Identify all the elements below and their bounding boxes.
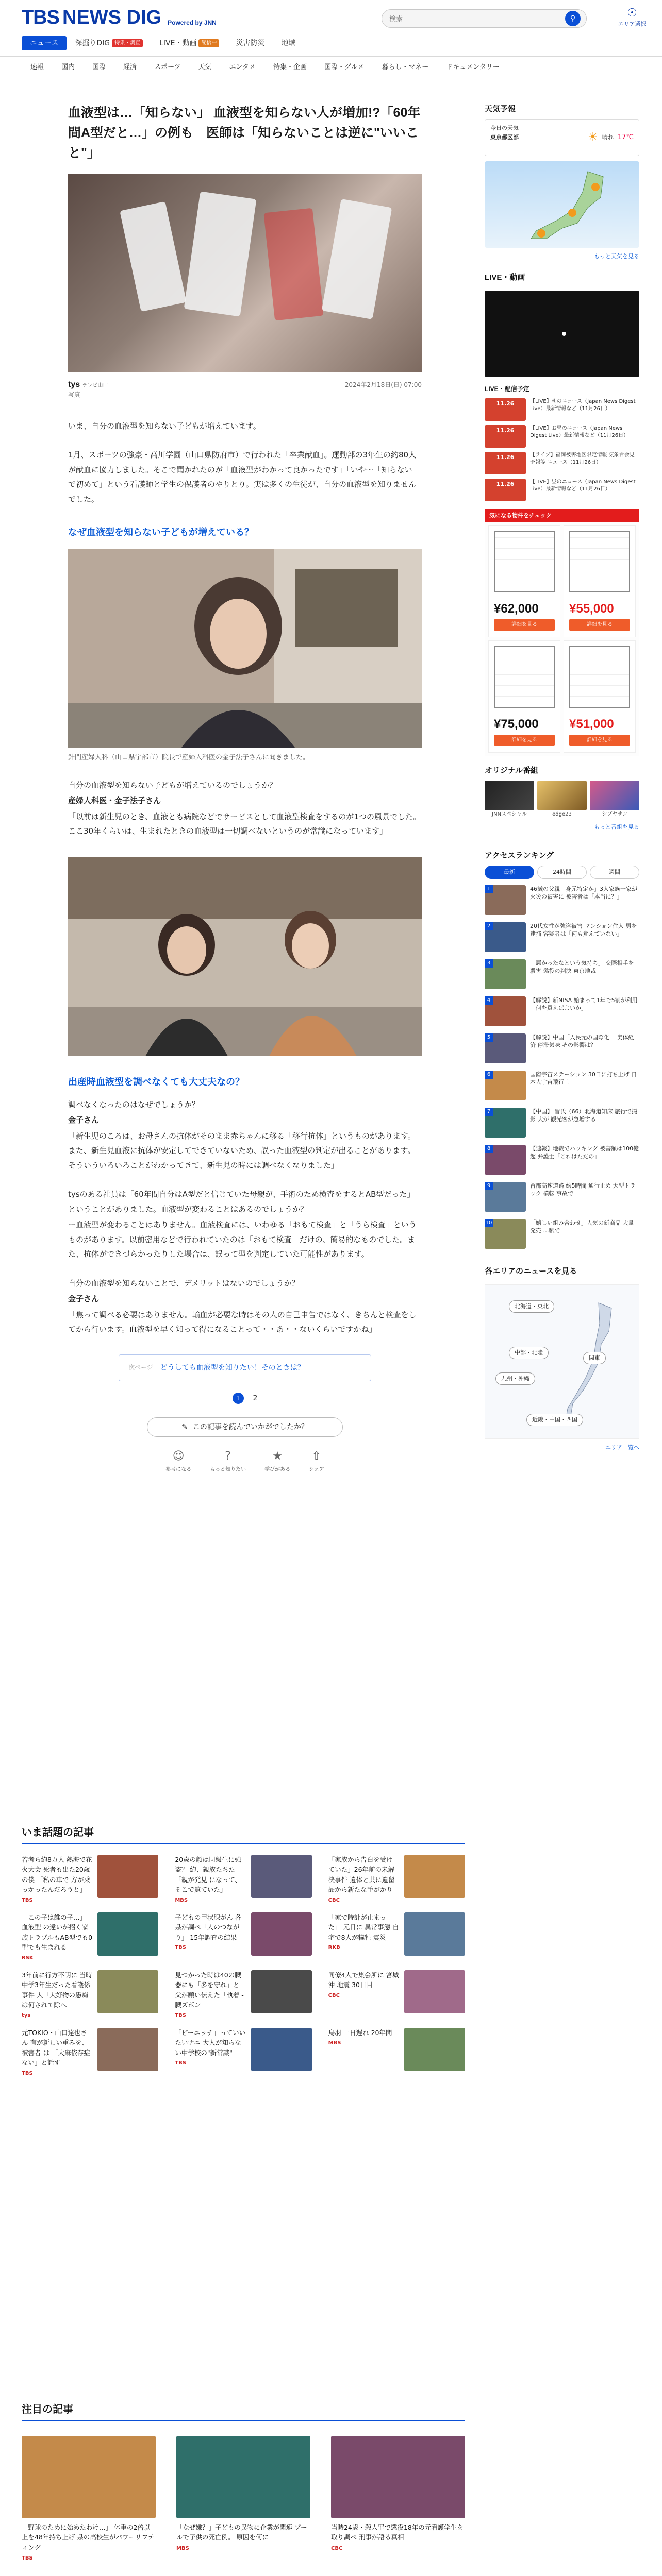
ranking-thumb [485, 1219, 526, 1249]
reaction-share[interactable] [309, 1447, 324, 1473]
popular-thumb [251, 1855, 312, 1898]
popular-thumb [97, 1912, 158, 1956]
rank-number: 7 [485, 1108, 493, 1116]
popular-source: CBC [328, 1897, 340, 1903]
popular-source: TBS [22, 2070, 33, 2076]
ad-cta[interactable]: 詳細を見る [494, 619, 555, 631]
site-logo[interactable] [22, 7, 217, 28]
ranking-title: 20代女性が強盗被害 マンション住人 男を逮捕 容疑者は「何も覚えていない」 [530, 922, 637, 938]
area-button[interactable]: 関東 [583, 1352, 606, 1364]
popular-thumb [251, 2028, 312, 2071]
popular-item[interactable] [175, 1970, 311, 2019]
popular-thumb [404, 1855, 465, 1898]
share-icon: ⇧ [311, 1450, 322, 1463]
featured-source: CBC [331, 2545, 343, 2551]
popular-thumb [404, 2028, 465, 2071]
search-input[interactable] [389, 10, 579, 27]
popular-source: MBS [328, 2040, 341, 2046]
ranking-title: 【解説】中国「人民元の国際化」 実体経済 停滞気味 その影響は？ [530, 1033, 634, 1049]
ranking-list [485, 885, 639, 1250]
rank-number: 5 [485, 1033, 493, 1042]
area-map [485, 1284, 639, 1439]
popular-source: RKB [328, 1945, 340, 1951]
ranking-item[interactable] [485, 922, 639, 953]
ad-price: ¥51,000 [569, 717, 614, 732]
logo-newsdig: NEWS DIG [62, 7, 162, 28]
interview-photo [68, 549, 422, 748]
ranking-item[interactable] [485, 1145, 639, 1176]
nav-entertainment[interactable]: エンタメ [229, 63, 256, 72]
pagination [68, 1393, 422, 1404]
ad-property[interactable] [488, 525, 560, 637]
ranking-thumb [485, 996, 526, 1026]
rank-number: 3 [485, 959, 493, 968]
featured-source: MBS [176, 2545, 189, 2551]
paragraph: ー血液型が変わることはありません。血液検査には、いわゆる「おもて検査」と「うら検査」というものがあります。以前密用などで行われていたのは「おもて検査」だけの、簡易的なものでした。また、抗体ができづらかったりした場合は、誤って型を判定していた可能性があります。 [68, 1220, 417, 1259]
popular-title: 鳥羽 一日遅れ 20年間 [328, 2029, 392, 2037]
next-page-label: 次ページ [128, 1364, 153, 1371]
paragraph: 「新生児のころは、お母さんの抗体がそのまま赤ちゃんに移る「移行抗体」というものがあります。また、新生児血液に抗体が安定してできていないため、誤った血液型の判定が出ることがあります。そういういろいろことがわかってきて、新生児の時には調べなくなりました」 [68, 1131, 416, 1170]
program-label: edge23 [552, 811, 572, 818]
tab-badge: 特集・調査 [112, 39, 143, 47]
featured-item[interactable] [331, 2436, 465, 2563]
thumbs-up-icon: ☺ [172, 1450, 185, 1463]
reaction-label: もっと知りたい [210, 1466, 246, 1472]
live-item[interactable] [485, 425, 639, 448]
featured-heading: 注目の記事 [22, 2401, 465, 2421]
popular-title: 「家族から告白を受けていた」26年前の未解決事件 遺体と共に遺留品から新たな手がかり [328, 1856, 395, 1894]
area-button[interactable]: 近畿・中国・四国 [526, 1414, 583, 1426]
live-item-title: 【LIVE】お昼のニュース（Japan News Digest Live）最新情報など（11月26日） [530, 425, 629, 438]
popular-source: tys [22, 2012, 31, 2019]
paragraph: いま、自分の血液型を知らない子どもが増えています。 [68, 421, 261, 431]
japan-weather-map [485, 161, 639, 248]
article-title: 血液型は…「知らない」 血液型を知らない人が増加!?「60年間A型だと…」の例も 医師は「知らないことは逆に"いいこと"」 [68, 106, 421, 160]
ranking-item[interactable] [485, 1071, 639, 1101]
popular-item[interactable] [328, 1912, 465, 1959]
area-select-button[interactable] [617, 7, 648, 29]
featured-item[interactable] [22, 2436, 156, 2563]
rank-number: 4 [485, 996, 493, 1005]
nav-economy[interactable]: 経済 [123, 63, 137, 72]
speaker-name: 金子さん [68, 1115, 100, 1125]
section-heading: 出産時血液型を調べなくても大丈夫なの？ [68, 1076, 244, 1087]
publish-date: 2024年2月18日(日) 07:00 [344, 381, 422, 389]
source-logo[interactable] [68, 380, 108, 389]
popular-title: 同僚4人で集会所に 宮城沖 地震 30日目 [328, 1971, 399, 1989]
popular-thumb [97, 1970, 158, 2013]
live-list-heading: LIVE・配信予定 [485, 385, 529, 393]
ranking-tab[interactable]: 週間 [590, 866, 639, 879]
popular-heading: いま話題の記事 [22, 1824, 465, 1844]
ranking-title: 46歳の父親「身元特定か」3人家族一家が火災の被害に 被害者は「本当に？」 [530, 885, 637, 901]
tab-label: 地域 [281, 39, 296, 47]
ad-price: ¥75,000 [494, 717, 539, 732]
ad-cta[interactable]: 詳細を見る [494, 735, 555, 746]
featured-section [22, 2401, 465, 2576]
category-nav [0, 57, 662, 79]
program-thumb[interactable] [590, 781, 639, 810]
popular-thumb [251, 1912, 312, 1956]
featured-thumb [176, 2436, 310, 2518]
live-heading: LIVE・動画 [485, 273, 525, 282]
popular-item[interactable] [22, 1855, 158, 1901]
ranking-tab[interactable]: 最新 [485, 866, 534, 879]
nav-life-money[interactable]: 暮らし・マネー [382, 63, 429, 72]
ad-property[interactable] [564, 525, 636, 637]
floorplan [569, 646, 630, 708]
area-button[interactable]: 中部・北陸 [509, 1347, 549, 1359]
live-date: 11.26 [485, 452, 526, 474]
popular-source: TBS [22, 1897, 33, 1903]
ad-cta[interactable]: 詳細を見る [569, 619, 630, 631]
popular-item[interactable] [175, 1912, 311, 1959]
featured-title: 「なぜ嫌？」子どもの異物に企業が関連 プールで子供の死亡例。 原因を何に [176, 2523, 307, 2541]
live-item-title: 【LIVE】昼のニュース（Japan News Digest Live）最新情報など（11月26日） [530, 479, 636, 492]
ad-cta[interactable]: 詳細を見る [569, 735, 630, 746]
rank-number: 10 [485, 1219, 493, 1227]
live-item[interactable] [485, 479, 639, 501]
nav-international[interactable]: 国際 [92, 63, 106, 72]
reaction-label: シェア [309, 1466, 324, 1472]
paragraph: tysのある社員は「60年間自分はA型だと信じていた母親が、手術のため検査をするとAB型だった」ということがありました。血液型が変わることはあるのでしょうか？ [68, 1190, 415, 1214]
site-header [0, 0, 662, 57]
popular-item[interactable] [328, 1970, 465, 2016]
ranking-item[interactable] [485, 885, 639, 916]
popular-section [22, 1824, 465, 2074]
ranking-title: 【解説】新NISA 始まって1年で5割が利用「何を買えばよいか」 [530, 996, 638, 1012]
nav-weather[interactable]: 天気 [198, 63, 212, 72]
ranking-thumb [485, 1145, 526, 1175]
ranking-title: 首都高速道路 約5時間 通行止め 大型トラック 横転 事故で [530, 1182, 636, 1197]
featured-title: 「野球のために始めたわけ…」 体重の2倍以上を48年持ち上げ 県の高校生がパワーリフティング [22, 2523, 155, 2551]
tab-dig[interactable] [67, 36, 151, 50]
live-player[interactable] [485, 291, 639, 377]
area-button[interactable]: 北海道・東北 [509, 1300, 554, 1313]
ranking-title: 【速報】地裁でハッキング 被害額は100億超 弁護士「これはただの」 [530, 1145, 639, 1160]
floorplan [569, 531, 630, 592]
article [68, 103, 422, 1474]
rank-number: 6 [485, 1071, 493, 1079]
weather-state: 晴れ [602, 134, 614, 141]
nav-features[interactable]: 特集・企画 [273, 63, 307, 72]
live-item[interactable] [485, 452, 639, 474]
reaction-learned[interactable] [264, 1447, 290, 1473]
search-icon[interactable]: ⚲ [565, 11, 581, 26]
live-item[interactable] [485, 398, 639, 421]
ranking-item[interactable] [485, 1182, 639, 1213]
ranking-item[interactable] [485, 1219, 639, 1250]
weather-box[interactable] [485, 119, 639, 156]
live-date: 11.26 [485, 479, 526, 501]
paragraph: 1月、スポーツの強豪・高川学園（山口県防府市）で行われた「卒業献血」。運動部の3年生の約80人が献血に協力しました。そこで聞かれたのが「血液型がわかって良かったです」「いや〜「知らない」で初めて」という看護師と学生の保護者のやりとり。実は多くの生徒が、自分の血液型を知りませんでした。 [68, 450, 420, 504]
rank-number: 1 [485, 885, 493, 893]
popular-item[interactable] [328, 1855, 465, 1901]
popular-thumb [404, 1912, 465, 1956]
popular-source: TBS [175, 1945, 186, 1951]
section-heading: なぜ血液型を知らない子どもが増えている？ [68, 527, 254, 538]
popular-source: RSK [22, 1955, 34, 1961]
popular-thumb [97, 1855, 158, 1898]
featured-thumb [22, 2436, 156, 2518]
ranking-heading: アクセスランキング [485, 851, 554, 860]
popular-thumb [251, 1970, 312, 2013]
page-link[interactable]: 2 [253, 1394, 258, 1402]
interview-photo-2 [68, 857, 422, 1056]
live-item-title: 【ライブ】福岡被害地区限定情報 気象台会見 予報等 ニュース（11月26日） [530, 452, 635, 465]
source-name: tys [68, 380, 80, 389]
ranking-item[interactable] [485, 1108, 639, 1139]
featured-title: 当時24歳・殺人罪で懲役18年の元看護学生を 取り調べ 刑事が語る真相 [331, 2523, 464, 2541]
japan-map [562, 1300, 619, 1429]
paragraph: 「以前は新生児のとき、血液とも病院などでサービスとして血液型検査をするのが1つの風景でした。ここ30年くらいは、生まれたときの血液型は一切調べないというのが常識になっています」 [68, 811, 421, 836]
area-select-label: エリア選択 [618, 21, 647, 27]
popular-title: 「ビーエッチ」っていいたいナニ 大人が知らない中学校の"新常識" [175, 2029, 246, 2057]
next-page-button[interactable] [119, 1354, 371, 1381]
ranking-item[interactable] [485, 959, 639, 990]
interview-image-2 [68, 857, 422, 1056]
property-ad[interactable] [485, 509, 639, 757]
popular-source: TBS [175, 2060, 186, 2066]
popular-title: 元TOKIO・山口達也さん 有が新しい重みを、被害者 は 「大麻依存症ない」と話す [22, 2029, 90, 2067]
tab-news[interactable] [22, 36, 67, 50]
popular-title: 「家で時計が止まった」 元日に 異常事態 自宅で8人が犠牲 震災 [328, 1913, 399, 1941]
program-label: シブヤサン [602, 811, 627, 818]
ranking-item[interactable] [485, 996, 639, 1027]
ranking-item[interactable] [485, 1033, 639, 1064]
ranking-thumb [485, 1108, 526, 1138]
popular-item[interactable] [22, 1912, 158, 1959]
logo-powered: Powered by JNN [168, 19, 217, 26]
popular-title: 子どもの甲状腺がん 各県が調べ「人のつながり」 15年調査の結果 [175, 1913, 242, 1941]
weather-area: 今日の天気 [490, 125, 519, 131]
floorplan [494, 531, 555, 592]
nav-breaking[interactable]: 速報 [30, 63, 44, 72]
weather-heading: 天気予報 [485, 105, 516, 113]
live-date: 11.26 [485, 398, 526, 421]
popular-item[interactable] [22, 2028, 158, 2074]
ad-grid [485, 522, 639, 756]
tab-label: LIVE・動画 [159, 39, 197, 47]
popular-item[interactable] [22, 1970, 158, 2019]
program-thumb[interactable] [537, 781, 587, 810]
program-label: JNNスペシャル [492, 811, 527, 818]
live-item-title: 【LIVE】朝のニュース（Japan News Digest Live）最新情報など（11月26日） [530, 398, 636, 412]
ranking-thumb [485, 959, 526, 989]
ad-price: ¥62,000 [494, 602, 539, 616]
nav-documentary[interactable]: ドキュメンタリー [446, 63, 500, 72]
primary-tabs [22, 35, 304, 52]
more-programs-link[interactable]: もっと番組を見る [594, 824, 639, 831]
ad-property[interactable] [488, 640, 560, 753]
ranking-thumb [485, 922, 526, 952]
speaker-name: 産婦人科医・金子法子さん [68, 796, 161, 806]
tab-label: 災害防災 [236, 39, 265, 47]
ad-price: ¥55,000 [569, 602, 614, 616]
feedback-text: この記事を読んでいかがでしたか？ [192, 1423, 308, 1432]
popular-grid [22, 1855, 465, 2074]
popular-thumb [404, 1970, 465, 2013]
ranking-thumb [485, 885, 526, 915]
rank-number: 2 [485, 922, 493, 930]
popular-title: 「この子は誰の子…」血液型 の違いが招く家族トラブルもAB型でも0型でも生まれる [22, 1913, 93, 1952]
reaction-useful[interactable] [166, 1447, 191, 1473]
paragraph: 調べなくなったのはなぜでしょうか？ [68, 1099, 200, 1109]
paragraph: 自分の血液型を知らない子どもが増えているのでしょうか？ [68, 780, 277, 790]
search-box [382, 9, 587, 28]
program-thumb[interactable] [485, 781, 534, 810]
next-page-title: どうしても血液型を知りたい！そのときは？ [160, 1363, 305, 1372]
floorplan [494, 646, 555, 708]
popular-thumb [97, 2028, 158, 2071]
paragraph: 「焦って調べる必要はありません。輸血が必要な時はその人の自己申告ではなく、きちんと検査をしてから行います。血液型を早く知って得になることって・・あ・・ないくらいですかね」 [68, 1310, 417, 1334]
ad-property[interactable] [564, 640, 636, 753]
access-ranking [485, 850, 639, 1250]
nav-gourmet[interactable]: 国際・グルメ [324, 63, 365, 72]
nav-domestic[interactable]: 国内 [61, 63, 75, 72]
question-icon: ? [225, 1450, 231, 1463]
ranking-thumb [485, 1071, 526, 1100]
tab-live[interactable] [151, 36, 227, 50]
sidebar [485, 103, 639, 1452]
weather-map[interactable] [485, 161, 639, 248]
popular-item[interactable] [328, 2028, 465, 2074]
sunny-icon: ☀ [588, 131, 598, 144]
featured-item[interactable] [176, 2436, 310, 2563]
reaction-want-more[interactable] [210, 1447, 246, 1473]
ranking-thumb [485, 1182, 526, 1212]
article-meta [68, 380, 422, 400]
popular-title: 3年前に行方不明に 当時中学3年生だった看護係事件 人「大好物の愚痴は何されて除へ」 [22, 1971, 92, 2009]
lightbulb-icon: ★ [272, 1450, 283, 1463]
weather-location: 東京都区部 [490, 133, 519, 141]
popular-item[interactable] [175, 2028, 311, 2074]
area-button[interactable]: 九州・沖縄 [495, 1372, 535, 1385]
more-weather-link[interactable]: もっと天気を見る [594, 253, 639, 260]
ranking-title: 国際宇宙ステーション 30日に打ち上げ 日本人宇宙飛行士 [530, 1071, 637, 1086]
tab-badge: 配信中 [198, 39, 219, 47]
rank-number: 9 [485, 1182, 493, 1190]
popular-source: CBC [328, 1992, 340, 1998]
play-indicator-icon [562, 332, 566, 336]
ranking-title: 【中国】 習氏（66）北海道知床 旅行で撮影 大が 観光客が急増する [530, 1108, 637, 1123]
popular-title: 見つかった時は40の臓器にも「多を守れ」と父が願い伝えた「執着 - 臓ズボン」 [175, 1971, 244, 2009]
logo-tbs: TBS [22, 7, 59, 28]
tab-disaster[interactable] [227, 36, 273, 50]
featured-grid [22, 2436, 465, 2576]
popular-title: 若者ら約8万人 熱海で花火大会 死者も出た20歳の僕 「私の車で 方が乗っかったんだろうと」 [22, 1856, 92, 1894]
original-programs [485, 765, 639, 832]
article-hero-image [68, 174, 422, 372]
ad-header: 気になる物件をチェック [485, 509, 639, 522]
nav-sports[interactable]: スポーツ [154, 63, 181, 72]
feedback-icon: ✎ [181, 1423, 188, 1432]
weather-temp: 17℃ [617, 133, 634, 141]
rank-number: 8 [485, 1145, 493, 1153]
feedback-question [147, 1417, 343, 1437]
popular-source: TBS [175, 2012, 186, 2019]
ranking-tab[interactable]: 24時間 [537, 866, 587, 879]
reaction-label: 参考になる [166, 1466, 192, 1472]
source-sub: テレビ山口 [82, 383, 108, 389]
reaction-label: 学びがある [264, 1466, 291, 1472]
area-heading: 各エリアのニュースを見る [485, 1266, 577, 1276]
page-current[interactable]: 1 [233, 1393, 244, 1404]
popular-title: 20歳の顔は同級生に強盗？ 約、親族たちた「親が発見 になって、そこで覧ていた」 [175, 1856, 242, 1894]
reactions [68, 1447, 422, 1473]
ranking-title: 「嬉しい組み合わせ」人気の新商品 大量発売 …駅で [530, 1219, 634, 1234]
ranking-title: 「悪かったなという気持ち」 交際相手を殺害 懲役の判決 東京地裁 [530, 959, 634, 975]
live-date: 11.26 [485, 425, 526, 448]
tab-label: ニュース [30, 39, 59, 47]
photo-caption: 写真 [68, 391, 81, 399]
image-caption: 針間産婦人科（山口県宇部市）院長で産婦人科医の金子法子さんに聞きました。 [68, 754, 310, 762]
interview-image [68, 549, 422, 748]
popular-source: MBS [175, 1897, 188, 1903]
featured-source: TBS [22, 2555, 33, 2562]
tab-label: 深掘りDIG [75, 39, 110, 47]
original-heading: オリジナル番組 [485, 766, 539, 775]
paragraph: 自分の血液型を知らないことで、デメリットはないのでしょうか？ [68, 1278, 300, 1288]
tab-region[interactable] [273, 36, 304, 50]
area-list-link[interactable]: エリア一覧へ [605, 1444, 639, 1451]
featured-thumb [331, 2436, 465, 2518]
ranking-thumb [485, 1033, 526, 1063]
location-pin-icon: ☉ [627, 7, 637, 20]
popular-item[interactable] [175, 1855, 311, 1901]
speaker-name: 金子さん [68, 1294, 100, 1304]
